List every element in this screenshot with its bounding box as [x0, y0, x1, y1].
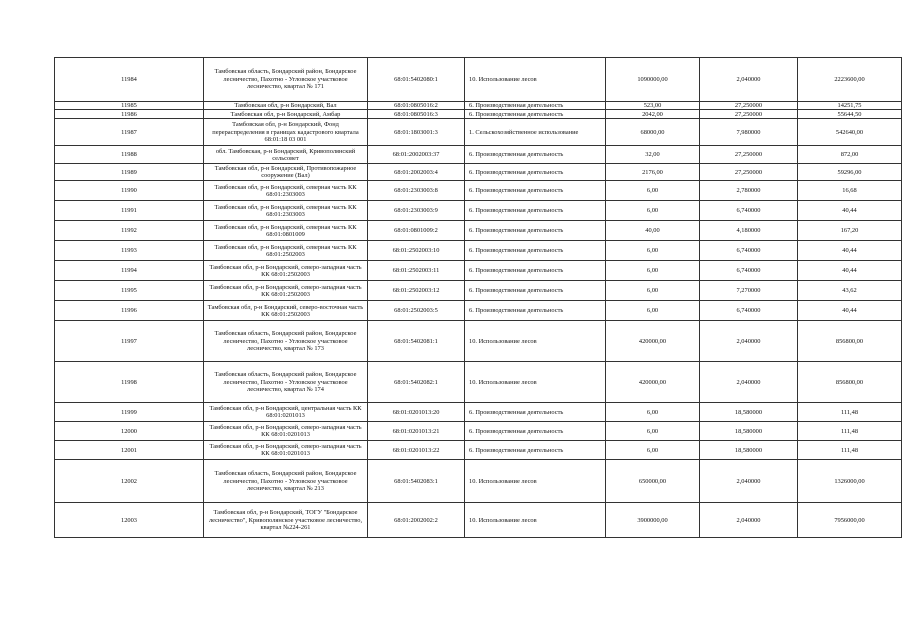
table-row — [55, 164, 902, 181]
area-cell: 420000,00 — [606, 321, 700, 362]
row-number-cell: 11999 — [55, 403, 204, 422]
address-cell: Тамбовская обл, р-н Бондарский, северная часть КК 68:01:2303003 — [204, 201, 368, 221]
table-row — [55, 301, 902, 321]
cadastral-value-cell: 856800,00 — [798, 321, 902, 362]
cadastral-number-cell: 68:01:2303003:9 — [368, 201, 465, 221]
land-use-cell: 10. Использование лесов — [465, 503, 606, 538]
address-cell: Тамбовская обл, р-н Бондарский, ТОГУ "Бондарское лесничество", Кривополянское участковое лесничество, квартал №224-261 — [204, 503, 368, 538]
specific-value-cell: 27,250000 — [700, 110, 798, 119]
cadastral-value-cell: 111,48 — [798, 422, 902, 441]
cadastral-number-cell: 68:01:1803001:3 — [368, 119, 465, 146]
row-number-cell: 11993 — [55, 241, 204, 261]
table-row — [55, 102, 902, 110]
area-cell: 6,00 — [606, 422, 700, 441]
table-row — [55, 281, 902, 301]
specific-value-cell: 2,040000 — [700, 58, 798, 102]
area-cell: 6,00 — [606, 301, 700, 321]
row-number-cell: 12001 — [55, 441, 204, 460]
table-row — [55, 201, 902, 221]
area-cell: 6,00 — [606, 403, 700, 422]
cadastral-value-cell: 40,44 — [798, 301, 902, 321]
row-number-cell: 11996 — [55, 301, 204, 321]
row-number-cell: 11990 — [55, 181, 204, 201]
cadastral-number-cell: 68:01:0801009:2 — [368, 221, 465, 241]
specific-value-cell: 2,040000 — [700, 362, 798, 403]
area-cell: 6,00 — [606, 201, 700, 221]
row-number-cell: 11991 — [55, 201, 204, 221]
specific-value-cell: 18,580000 — [700, 441, 798, 460]
address-cell: Тамбовская обл, р-н Бондарский, северо-западная часть КК 68:01:0201013 — [204, 441, 368, 460]
cadastral-value-cell: 14251,75 — [798, 102, 902, 110]
table-row — [55, 119, 902, 146]
row-number-cell: 11992 — [55, 221, 204, 241]
cadastral-value-cell: 872,00 — [798, 146, 902, 164]
address-cell: Тамбовская обл, р-н Бондарский, северная часть КК 68:01:2502003 — [204, 241, 368, 261]
cadastral-value-cell: 40,44 — [798, 201, 902, 221]
table-row — [55, 403, 902, 422]
specific-value-cell: 18,580000 — [700, 403, 798, 422]
table-row — [55, 261, 902, 281]
area-cell: 6,00 — [606, 241, 700, 261]
land-use-cell: 6. Производственная деятельность — [465, 441, 606, 460]
cadastral-value-cell: 7956000,00 — [798, 503, 902, 538]
row-number-cell: 12000 — [55, 422, 204, 441]
land-use-cell: 6. Производственная деятельность — [465, 241, 606, 261]
specific-value-cell: 6,740000 — [700, 241, 798, 261]
land-use-cell: 10. Использование лесов — [465, 362, 606, 403]
land-use-cell: 6. Производственная деятельность — [465, 301, 606, 321]
address-cell: Тамбовская обл, р-н Бондарский, северо-западная часть КК 68:01:0201013 — [204, 422, 368, 441]
table-row — [55, 441, 902, 460]
area-cell: 32,00 — [606, 146, 700, 164]
specific-value-cell: 2,040000 — [700, 503, 798, 538]
row-number-cell: 11984 — [55, 58, 204, 102]
specific-value-cell: 18,580000 — [700, 422, 798, 441]
address-cell: Тамбовская обл, р-н Бондарский, центральная часть КК 68:01:0201013 — [204, 403, 368, 422]
land-use-cell: 6. Производственная деятельность — [465, 146, 606, 164]
cadastral-value-cell: 43,62 — [798, 281, 902, 301]
address-cell: Тамбовская обл, р-н Бондарский, северная часть КК 68:01:2303003 — [204, 181, 368, 201]
address-cell: Тамбовская обл, р-н Бондарский, Амбар — [204, 110, 368, 119]
cadastral-value-cell: 2223600,00 — [798, 58, 902, 102]
land-use-cell: 6. Производственная деятельность — [465, 110, 606, 119]
address-cell: Тамбовская обл, р-н Бондарский, северо-восточная часть КК 68:01:2502003 — [204, 301, 368, 321]
specific-value-cell: 6,740000 — [700, 301, 798, 321]
area-cell: 68000,00 — [606, 119, 700, 146]
address-cell: Тамбовская область, Бондарский район, Бондарское лесничество, Пахотно - Угловское участковое лесничество, квартал № 171 — [204, 58, 368, 102]
row-number-cell: 11989 — [55, 164, 204, 181]
area-cell: 1090000,00 — [606, 58, 700, 102]
cadastral-value-cell: 167,20 — [798, 221, 902, 241]
land-use-cell: 6. Производственная деятельность — [465, 281, 606, 301]
row-number-cell: 11995 — [55, 281, 204, 301]
table-row — [55, 221, 902, 241]
address-cell: Тамбовская обл, р-н Бондарский, Противопожарное сооружение (Вал) — [204, 164, 368, 181]
row-number-cell: 11986 — [55, 110, 204, 119]
specific-value-cell: 6,740000 — [700, 201, 798, 221]
area-cell: 40,00 — [606, 221, 700, 241]
cadastral-number-cell: 68:01:2502003:12 — [368, 281, 465, 301]
specific-value-cell: 4,180000 — [700, 221, 798, 241]
area-cell: 6,00 — [606, 441, 700, 460]
area-cell: 6,00 — [606, 281, 700, 301]
cadastral-number-cell: 68:01:2002002:2 — [368, 503, 465, 538]
register-sheet — [54, 57, 902, 538]
address-cell: обл. Тамбовская, р-н Бондарский, Кривополянский сельсовет — [204, 146, 368, 164]
row-number-cell: 11985 — [55, 102, 204, 110]
cadastral-value-cell: 542640,00 — [798, 119, 902, 146]
table-body — [55, 58, 902, 538]
area-cell: 2176,00 — [606, 164, 700, 181]
cadastral-value-cell: 40,44 — [798, 241, 902, 261]
cadastral-number-cell: 68:01:5402083:1 — [368, 460, 465, 503]
area-cell: 523,00 — [606, 102, 700, 110]
table-row — [55, 321, 902, 362]
table-row — [55, 422, 902, 441]
area-cell: 650000,00 — [606, 460, 700, 503]
cadastral-value-cell: 16,68 — [798, 181, 902, 201]
land-use-cell: 10. Использование лесов — [465, 460, 606, 503]
address-cell: Тамбовская область, Бондарский район, Бондарское лесничество, Пахотно - Угловское участковое лесничество, квартал № 213 — [204, 460, 368, 503]
specific-value-cell: 7,270000 — [700, 281, 798, 301]
table-row — [55, 146, 902, 164]
cadastral-number-cell: 68:01:2002003:37 — [368, 146, 465, 164]
cadastral-value-cell: 1326000,00 — [798, 460, 902, 503]
cadastral-number-cell: 68:01:0201013:20 — [368, 403, 465, 422]
cadastral-number-cell: 68:01:0805016:2 — [368, 102, 465, 110]
row-number-cell: 11988 — [55, 146, 204, 164]
land-use-cell: 6. Производственная деятельность — [465, 403, 606, 422]
table-row — [55, 181, 902, 201]
specific-value-cell: 6,740000 — [700, 261, 798, 281]
row-number-cell: 11994 — [55, 261, 204, 281]
land-use-cell: 6. Производственная деятельность — [465, 201, 606, 221]
table-row — [55, 58, 902, 102]
land-use-cell: 6. Производственная деятельность — [465, 181, 606, 201]
cadastral-value-cell: 40,44 — [798, 261, 902, 281]
table-row — [55, 362, 902, 403]
land-use-cell: 10. Использование лесов — [465, 321, 606, 362]
specific-value-cell: 2,040000 — [700, 460, 798, 503]
cadastral-value-cell: 59296,00 — [798, 164, 902, 181]
cadastral-value-cell: 856800,00 — [798, 362, 902, 403]
address-cell: Тамбовская обл, р-н Бондарский, северо-западная часть КК 68:01:2502003 — [204, 281, 368, 301]
row-number-cell: 12002 — [55, 460, 204, 503]
cadastral-number-cell: 68:01:2002003:4 — [368, 164, 465, 181]
cadastral-number-cell: 68:01:2303003:8 — [368, 181, 465, 201]
address-cell: Тамбовская обл, р-н Бондарский, Вал — [204, 102, 368, 110]
cadastral-number-cell: 68:01:2502003:11 — [368, 261, 465, 281]
row-number-cell: 11997 — [55, 321, 204, 362]
cadastral-number-cell: 68:01:5402080:1 — [368, 58, 465, 102]
cadastral-value-cell: 55644,50 — [798, 110, 902, 119]
specific-value-cell: 27,250000 — [700, 102, 798, 110]
cadastral-number-cell: 68:01:5402082:1 — [368, 362, 465, 403]
land-use-cell: 6. Производственная деятельность — [465, 261, 606, 281]
land-use-cell: 10. Использование лесов — [465, 58, 606, 102]
cadastral-number-cell: 68:01:0805016:3 — [368, 110, 465, 119]
row-number-cell: 11998 — [55, 362, 204, 403]
specific-value-cell: 7,980000 — [700, 119, 798, 146]
land-register-table — [54, 57, 902, 538]
address-cell: Тамбовская обл, р-н Бондарский, Фонд перераспределения в границах кадастрового квартала 68:01:18 03 001 — [204, 119, 368, 146]
land-use-cell: 6. Производственная деятельность — [465, 221, 606, 241]
specific-value-cell: 27,250000 — [700, 164, 798, 181]
row-number-cell: 12003 — [55, 503, 204, 538]
cadastral-number-cell: 68:01:5402081:1 — [368, 321, 465, 362]
area-cell: 2042,00 — [606, 110, 700, 119]
address-cell: Тамбовская обл, р-н Бондарский, северо-западная часть КК 68:01:2502003 — [204, 261, 368, 281]
row-number-cell: 11987 — [55, 119, 204, 146]
address-cell: Тамбовская обл, р-н Бондарский, северная часть КК 68:01:0801009 — [204, 221, 368, 241]
land-use-cell: 6. Производственная деятельность — [465, 164, 606, 181]
specific-value-cell: 2,040000 — [700, 321, 798, 362]
land-use-cell: 6. Производственная деятельность — [465, 102, 606, 110]
cadastral-value-cell: 111,48 — [798, 441, 902, 460]
cadastral-number-cell: 68:01:0201013:22 — [368, 441, 465, 460]
specific-value-cell: 27,250000 — [700, 146, 798, 164]
cadastral-number-cell: 68:01:2502003:10 — [368, 241, 465, 261]
land-use-cell: 1. Сельскохозяйственное использование — [465, 119, 606, 146]
table-row — [55, 241, 902, 261]
table-row — [55, 503, 902, 538]
table-row — [55, 460, 902, 503]
address-cell: Тамбовская область, Бондарский район, Бондарское лесничество, Пахотно - Угловское участковое лесничество, квартал № 174 — [204, 362, 368, 403]
area-cell: 6,00 — [606, 261, 700, 281]
area-cell: 6,00 — [606, 181, 700, 201]
specific-value-cell: 2,780000 — [700, 181, 798, 201]
address-cell: Тамбовская область, Бондарский район, Бондарское лесничество, Пахотно - Угловское участковое лесничество, квартал № 173 — [204, 321, 368, 362]
cadastral-value-cell: 111,48 — [798, 403, 902, 422]
cadastral-number-cell: 68:01:2502003:5 — [368, 301, 465, 321]
cadastral-number-cell: 68:01:0201013:21 — [368, 422, 465, 441]
area-cell: 420000,00 — [606, 362, 700, 403]
table-row — [55, 110, 902, 119]
area-cell: 3900000,00 — [606, 503, 700, 538]
land-use-cell: 6. Производственная деятельность — [465, 422, 606, 441]
